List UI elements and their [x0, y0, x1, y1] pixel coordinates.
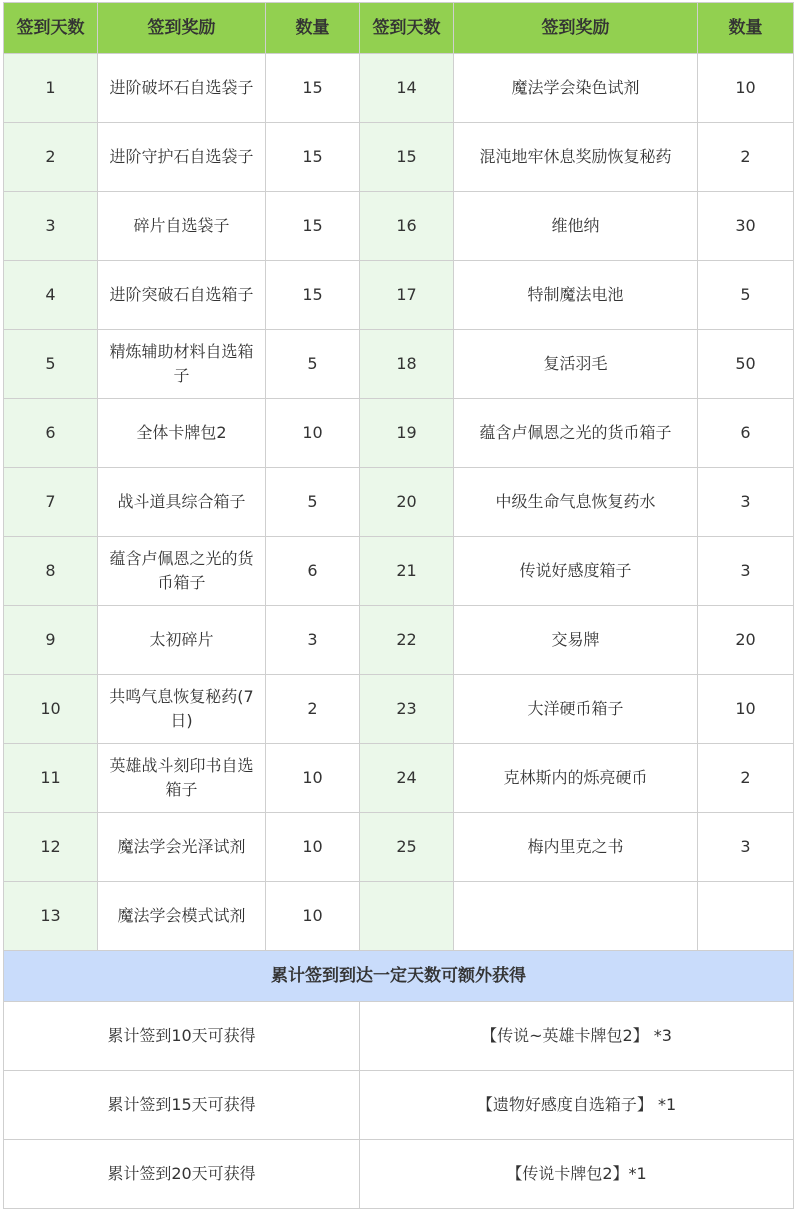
quantity-cell: 10	[266, 882, 360, 951]
reward-cell: 克林斯内的烁亮硬币	[454, 744, 698, 813]
table-row	[4, 192, 794, 261]
quantity-cell: 10	[266, 813, 360, 882]
header-reward-1: 签到奖励	[98, 3, 266, 54]
quantity-cell: 2	[698, 744, 794, 813]
reward-cell	[454, 882, 698, 951]
quantity-cell: 15	[266, 261, 360, 330]
day-cell: 14	[360, 54, 454, 123]
day-cell: 11	[4, 744, 98, 813]
table-row	[4, 675, 794, 744]
quantity-cell: 2	[698, 123, 794, 192]
quantity-cell: 30	[698, 192, 794, 261]
day-cell: 7	[4, 468, 98, 537]
quantity-cell: 6	[266, 537, 360, 606]
cumulative-section	[4, 951, 794, 1002]
table-row	[4, 399, 794, 468]
cumulative-title: 累计签到到达一定天数可额外获得	[4, 951, 794, 1002]
day-cell: 25	[360, 813, 454, 882]
quantity-cell: 15	[266, 54, 360, 123]
reward-cell: 梅内里克之书	[454, 813, 698, 882]
reward-cell: 全体卡牌包2	[98, 399, 266, 468]
reward-cell: 传说好感度箱子	[454, 537, 698, 606]
reward-cell: 战斗道具综合箱子	[98, 468, 266, 537]
day-cell: 1	[4, 54, 98, 123]
quantity-cell: 10	[698, 54, 794, 123]
quantity-cell: 3	[698, 813, 794, 882]
reward-cell: 复活羽毛	[454, 330, 698, 399]
cumulative-row	[4, 1071, 794, 1140]
reward-cell: 魔法学会模式试剂	[98, 882, 266, 951]
quantity-cell: 50	[698, 330, 794, 399]
quantity-cell: 3	[698, 468, 794, 537]
header-days-2: 签到天数	[360, 3, 454, 54]
reward-cell: 蕴含卢佩恩之光的货币箱子	[98, 537, 266, 606]
reward-cell: 进阶破坏石自选袋子	[98, 54, 266, 123]
table-row	[4, 744, 794, 813]
sign-in-reward-table	[3, 2, 794, 1209]
day-cell	[360, 882, 454, 951]
table-row	[4, 330, 794, 399]
header-days-1: 签到天数	[4, 3, 98, 54]
day-cell: 8	[4, 537, 98, 606]
table-row	[4, 813, 794, 882]
reward-cell: 蕴含卢佩恩之光的货币箱子	[454, 399, 698, 468]
reward-cell: 魔法学会染色试剂	[454, 54, 698, 123]
reward-cell: 共鸣气息恢复秘药(7日)	[98, 675, 266, 744]
quantity-cell: 10	[266, 399, 360, 468]
day-cell: 6	[4, 399, 98, 468]
reward-rows	[4, 54, 794, 951]
reward-cell: 交易牌	[454, 606, 698, 675]
header-qty-2: 数量	[698, 3, 794, 54]
quantity-cell: 15	[266, 123, 360, 192]
table-row	[4, 54, 794, 123]
day-cell: 4	[4, 261, 98, 330]
header-qty-1: 数量	[266, 3, 360, 54]
reward-cell: 维他纳	[454, 192, 698, 261]
quantity-cell: 15	[266, 192, 360, 261]
table-header-row	[4, 3, 794, 54]
cumulative-row	[4, 1140, 794, 1209]
quantity-cell: 5	[266, 468, 360, 537]
day-cell: 19	[360, 399, 454, 468]
day-cell: 20	[360, 468, 454, 537]
day-cell: 12	[4, 813, 98, 882]
quantity-cell: 6	[698, 399, 794, 468]
reward-cell: 碎片自选袋子	[98, 192, 266, 261]
cumulative-rows	[4, 1002, 794, 1209]
cumulative-title-row	[4, 951, 794, 1002]
reward-cell: 进阶守护石自选袋子	[98, 123, 266, 192]
cumulative-condition: 累计签到10天可获得	[4, 1002, 360, 1071]
day-cell: 18	[360, 330, 454, 399]
day-cell: 2	[4, 123, 98, 192]
cumulative-condition: 累计签到15天可获得	[4, 1071, 360, 1140]
header-reward-2: 签到奖励	[454, 3, 698, 54]
reward-cell: 英雄战斗刻印书自选箱子	[98, 744, 266, 813]
day-cell: 17	[360, 261, 454, 330]
reward-cell: 进阶突破石自选箱子	[98, 261, 266, 330]
day-cell: 9	[4, 606, 98, 675]
cumulative-row	[4, 1002, 794, 1071]
reward-cell: 精炼辅助材料自选箱子	[98, 330, 266, 399]
cumulative-reward: 【传说卡牌包2】*1	[360, 1140, 794, 1209]
table-row	[4, 882, 794, 951]
quantity-cell: 3	[266, 606, 360, 675]
table-row	[4, 123, 794, 192]
table-row	[4, 261, 794, 330]
cumulative-condition: 累计签到20天可获得	[4, 1140, 360, 1209]
reward-cell: 大洋硬币箱子	[454, 675, 698, 744]
table-row	[4, 537, 794, 606]
day-cell: 13	[4, 882, 98, 951]
quantity-cell: 10	[266, 744, 360, 813]
reward-cell: 中级生命气息恢复药水	[454, 468, 698, 537]
day-cell: 24	[360, 744, 454, 813]
day-cell: 22	[360, 606, 454, 675]
reward-cell: 魔法学会光泽试剂	[98, 813, 266, 882]
quantity-cell: 2	[266, 675, 360, 744]
day-cell: 5	[4, 330, 98, 399]
day-cell: 3	[4, 192, 98, 261]
reward-cell: 混沌地牢休息奖励恢复秘药	[454, 123, 698, 192]
day-cell: 15	[360, 123, 454, 192]
quantity-cell: 3	[698, 537, 794, 606]
quantity-cell: 20	[698, 606, 794, 675]
cumulative-reward: 【传说~英雄卡牌包2】 *3	[360, 1002, 794, 1071]
quantity-cell: 10	[698, 675, 794, 744]
table-row	[4, 606, 794, 675]
quantity-cell: 5	[266, 330, 360, 399]
table-row	[4, 468, 794, 537]
reward-cell: 特制魔法电池	[454, 261, 698, 330]
reward-cell: 太初碎片	[98, 606, 266, 675]
day-cell: 16	[360, 192, 454, 261]
day-cell: 10	[4, 675, 98, 744]
cumulative-reward: 【遗物好感度自选箱子】 *1	[360, 1071, 794, 1140]
quantity-cell: 5	[698, 261, 794, 330]
quantity-cell	[698, 882, 794, 951]
day-cell: 23	[360, 675, 454, 744]
day-cell: 21	[360, 537, 454, 606]
